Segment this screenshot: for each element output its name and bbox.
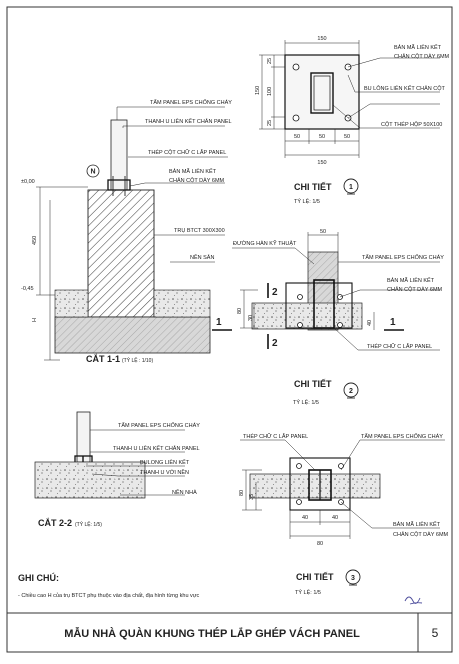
bolt-hole (293, 64, 299, 70)
label-plate-2: CHÂN CỘT DÀY 6MM (169, 178, 225, 184)
d3-label-c-steel: THÉP CHỮ C LẮP PANEL (243, 434, 309, 440)
signature (405, 597, 422, 604)
notes (18, 572, 199, 599)
dim-450: 450 (32, 235, 38, 245)
d1-dim-left-total: 150 (255, 85, 261, 95)
d1-label-plate-2: CHÂN CỘT DÀY 6MM (394, 54, 450, 60)
bolt-hole (298, 323, 303, 328)
level-bottom: -0,45 (21, 286, 34, 292)
d3-dim-b2: 40 (331, 515, 339, 521)
d1-dim-b1: 50 (293, 134, 301, 140)
d2-cut-2-bottom: 2 (272, 338, 278, 349)
d1-dim-b3: 50 (343, 134, 351, 140)
bolt-hole (339, 464, 344, 469)
d3-number: 3 (351, 575, 355, 582)
d3-panel-strip (250, 474, 380, 498)
bolt-hole (297, 500, 302, 505)
d2-scale: TỶ LỆ: 1/5 (293, 400, 319, 406)
d1-label-plate-1: BẢN MÃ LIÊN KẾT (394, 45, 442, 51)
d1-title: CHI TIẾT (294, 182, 332, 192)
s22-label-u-bar: THANH U LIÊN KẾT CHÂN PANEL (113, 446, 200, 452)
detail-1 (255, 36, 450, 205)
s22-panel (77, 412, 90, 462)
d1-scale: TỶ LỆ: 1/5 (294, 199, 320, 205)
d3-label-plate-1: BẢN MÃ LIÊN KẾT (393, 522, 441, 528)
d3-dim-b1: 40 (301, 515, 309, 521)
d2-label-plate-2: CHÂN CỘT DÀY 6MM (387, 287, 443, 293)
concrete-column (88, 190, 154, 317)
d2-cut-1-right: 1 (390, 317, 396, 328)
s22-label-eps-panel: TẤM PANEL EPS CHỐNG CHÁY (118, 423, 200, 429)
d3-scale: TỶ LỆ: 1/5 (295, 590, 321, 596)
d1-label-box-col: CỘT THÉP HỘP 50X100 (381, 122, 443, 128)
bolt-hole (297, 464, 302, 469)
d3-dim-left-part: 35 (249, 493, 255, 500)
section-1-1-scale: (TỶ LỆ : 1/10) (122, 358, 154, 364)
s22-label-floor: NỀN NHÀ (172, 490, 197, 496)
soil-left (55, 290, 88, 317)
d2-number: 2 (349, 388, 353, 395)
page-number: 5 (431, 626, 439, 640)
s22-label-u-wall: THANH U VỚI NỀN (140, 470, 190, 476)
dim-h: H (32, 318, 38, 322)
d1-dim-b2: 50 (318, 134, 326, 140)
d2-dim-left-total: 80 (237, 307, 243, 314)
detail-2 (212, 229, 444, 406)
d2-dim-top: 50 (319, 229, 327, 235)
d1-label-bolt: BU LÔNG LIÊN KẾT CHÂN CỘT (364, 86, 445, 92)
footing (55, 317, 210, 353)
d3-label-eps-panel: TẤM PANEL EPS CHỐNG CHÁY (361, 434, 443, 440)
d1-dim-top: 150 (317, 36, 327, 42)
d2-label-plate-1: BẢN MÃ LIÊN KẾT (387, 278, 435, 284)
label-eps-panel: TẤM PANEL EPS CHỐNG CHÁY (150, 100, 232, 106)
d1-dim-l2: 100 (267, 86, 273, 96)
d2-label-weld: ĐƯỜNG HÀN KỸ THUẬT (233, 241, 297, 247)
d2-title: CHI TIẾT (294, 379, 332, 389)
d1-dim-l3: 25 (267, 119, 273, 126)
d1-number: 1 (349, 184, 353, 191)
section-2-2-scale: (TỶ LỆ: 1/5) (75, 522, 102, 528)
notes-heading: GHI CHÚ: (18, 573, 59, 583)
d3-dim-left-total: 80 (239, 489, 245, 496)
floor-slab (154, 290, 210, 317)
section-2-2-title: CẮT 2-2 (38, 518, 73, 528)
d1-dim-l1: 25 (267, 57, 273, 64)
d3-title: CHI TIẾT (296, 572, 334, 582)
d2-dim-left-part: 30 (248, 314, 254, 321)
s22-floor-slab (35, 462, 145, 498)
section-2-2 (35, 412, 200, 528)
label-plate-1: BẢN MÃ LIÊN KẾT (169, 169, 217, 175)
d3-label-plate-2: CHÂN CỘT DÀY 6MM (393, 532, 449, 538)
label-u-bar: THANH U LIÊN KẾT CHÂN PANEL (145, 119, 232, 125)
bolt-hole (338, 323, 343, 328)
d2-label-c-steel: THÉP CHỮ C LẮP PANEL (367, 344, 433, 350)
d2-panel-strip (252, 303, 362, 329)
sheet-title: MẪU NHÀ QUÀN KHUNG THÉP LẮP GHÉP VÁCH PANEL (64, 628, 360, 640)
detail-3 (239, 432, 449, 596)
d1-dim-bottom-total: 150 (317, 160, 327, 166)
s22-label-bolt: BULONG LIÊN KẾT (140, 460, 190, 466)
section-1-1 (21, 99, 232, 364)
label-column: TRỤ BTCT 300X300 (174, 228, 225, 234)
label-c-steel: THÉP CỘT CHỮ C LẮP PANEL (148, 150, 227, 156)
notes-item: - Chiều cao H của trụ BTCT phụ thuộc vào địa chất, địa hình từng khu vực (18, 593, 200, 599)
d3-dim-bottom-total: 80 (316, 541, 324, 547)
d2-cut-2-top: 2 (272, 287, 278, 298)
north-marker-label: N (90, 168, 96, 176)
d2-cut-1-left: 1 (216, 317, 222, 328)
bolt-hole (298, 295, 303, 300)
level-top: ±0,00 (21, 179, 35, 185)
d2-dim-right: 40 (367, 319, 373, 326)
d2-label-eps-panel: TẤM PANEL EPS CHỐNG CHÁY (362, 255, 444, 261)
label-floor: NỀN SÂN (190, 255, 215, 261)
section-1-1-title: CẮT 1-1 (86, 354, 121, 364)
bolt-hole (293, 115, 299, 121)
